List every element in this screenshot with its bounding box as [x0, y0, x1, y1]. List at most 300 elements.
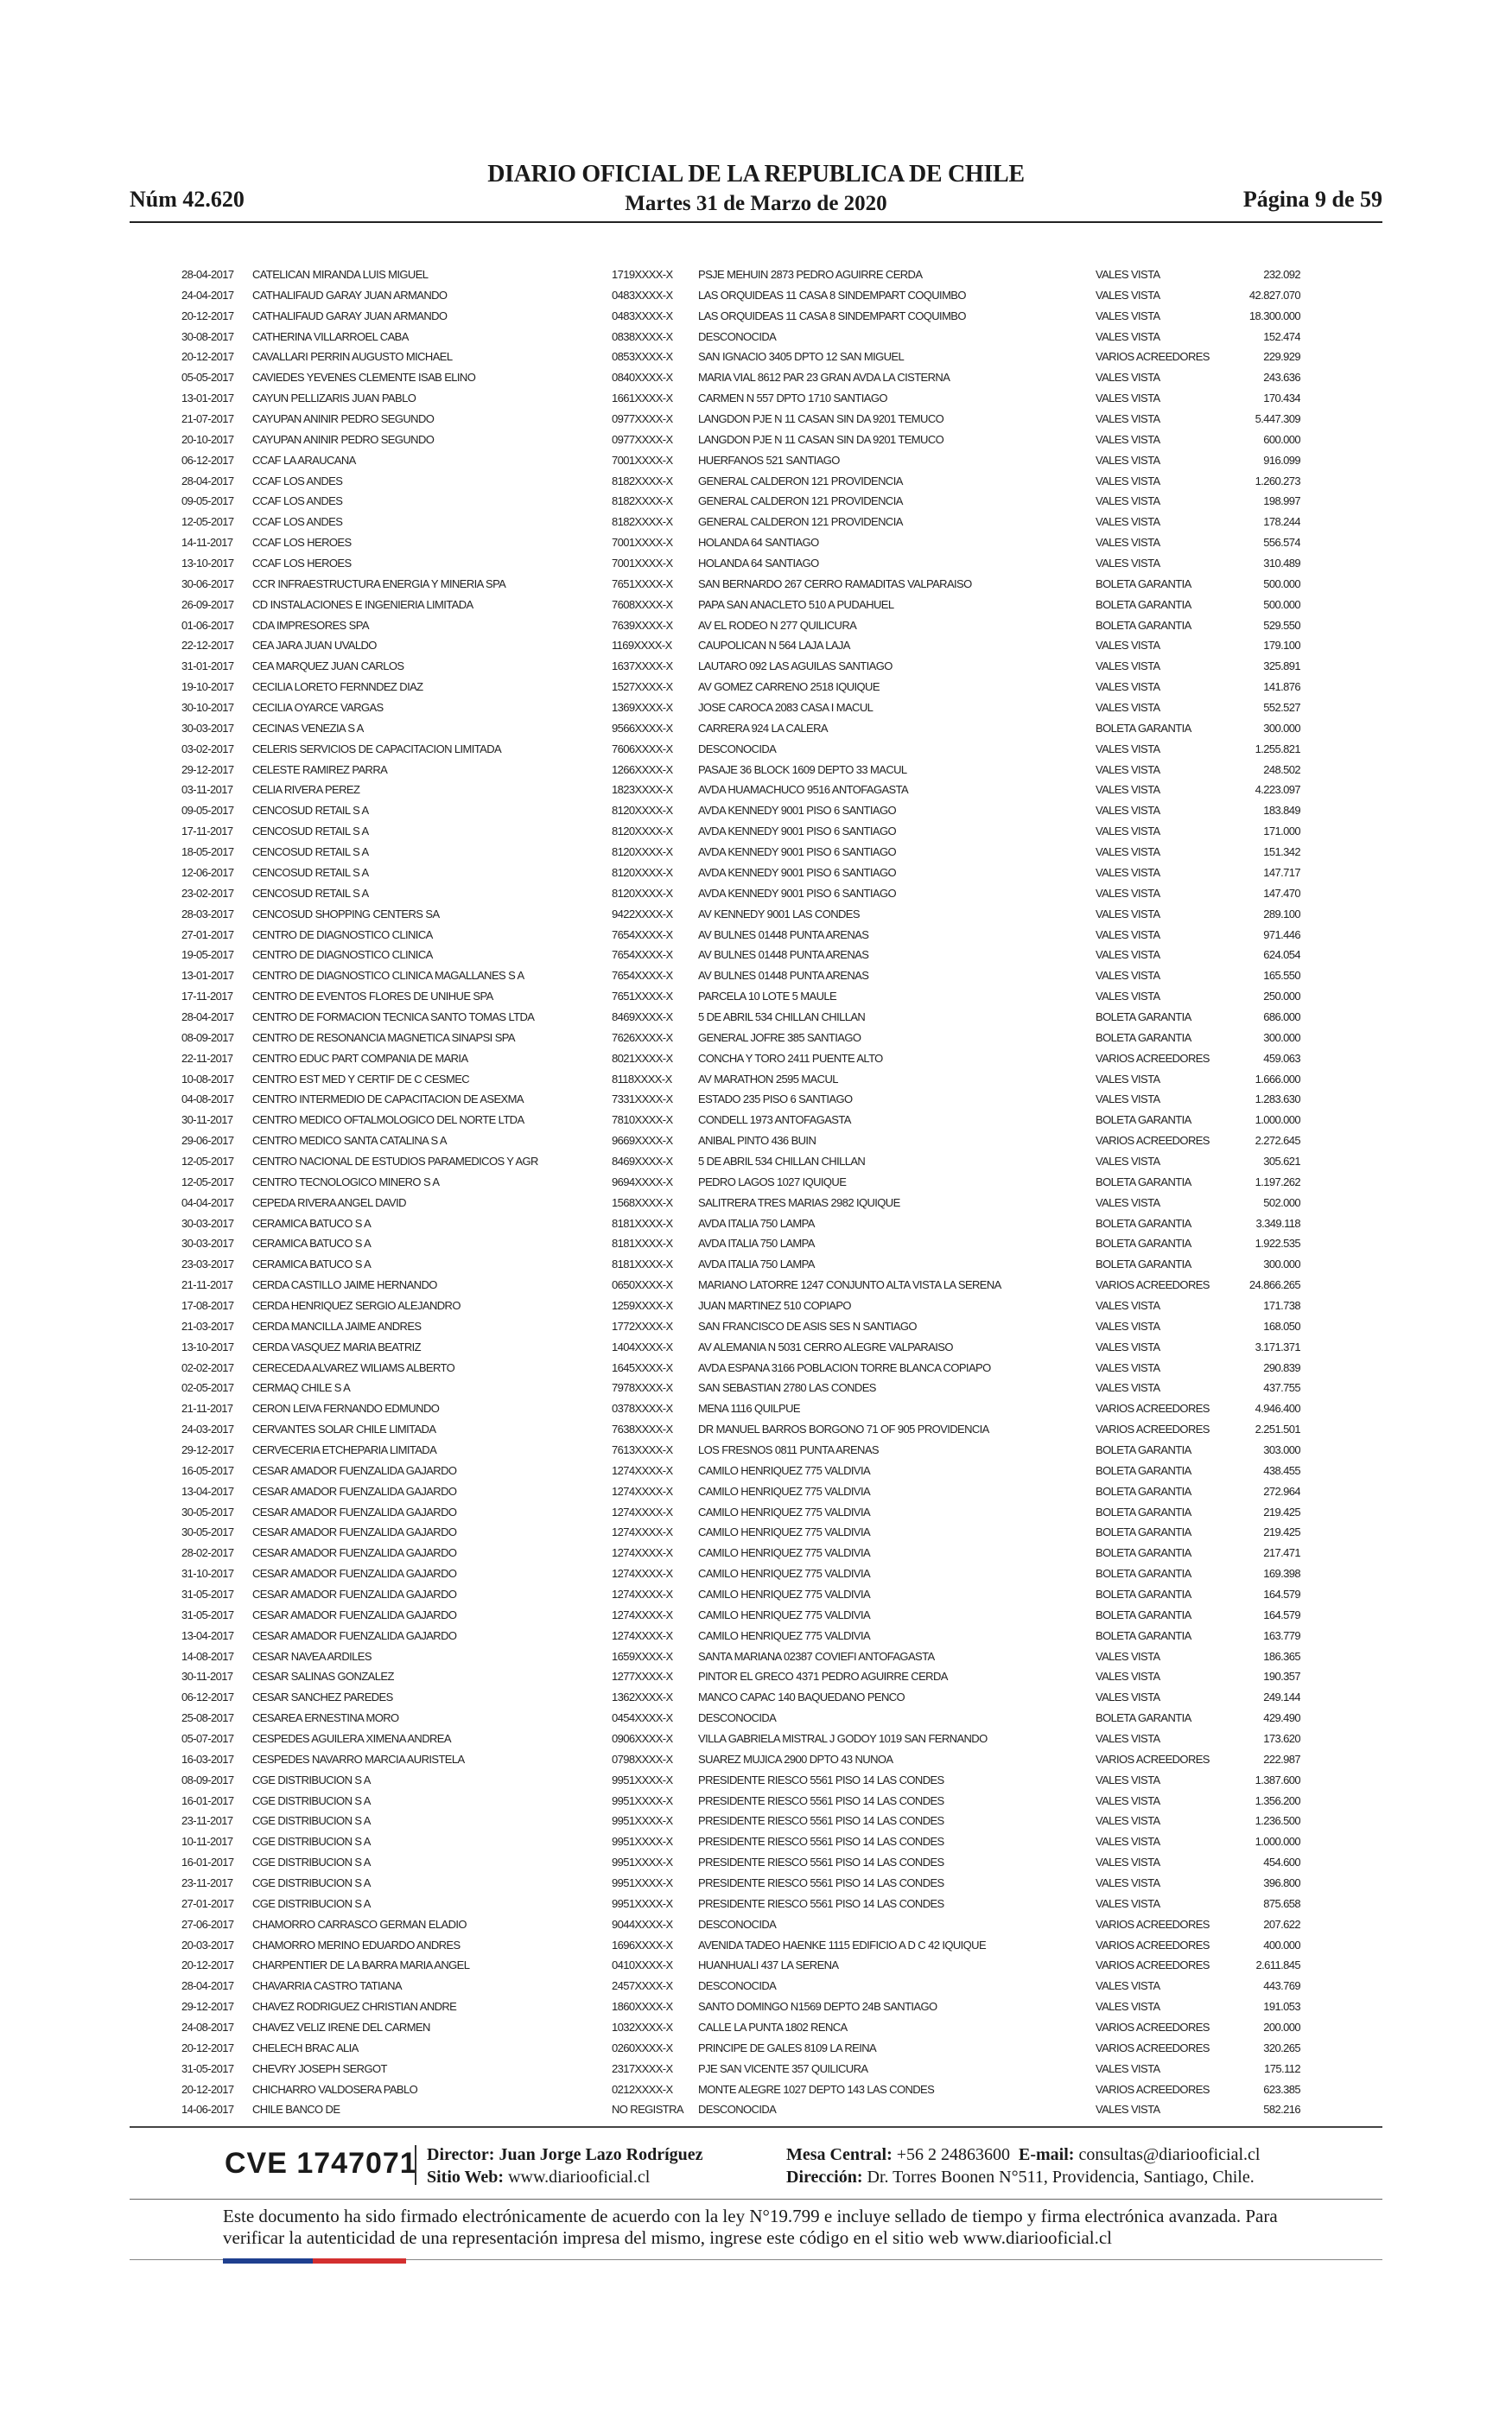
row-name: CENTRO MEDICO SANTA CATALINA S A	[252, 1134, 447, 1148]
row-amount: 183.849	[1263, 804, 1300, 818]
row-name: CATELICAN MIRANDA LUIS MIGUEL	[252, 268, 429, 281]
row-type: BOLETA GARANTIA	[1096, 721, 1191, 735]
row-rut: 1823XXXX-X	[612, 783, 673, 797]
row-address: PRESIDENTE RIESCO 5561 PISO 14 LAS CONDES	[698, 1814, 944, 1828]
row-amount: 325.891	[1263, 659, 1300, 673]
row-type: VARIOS ACREEDORES	[1096, 1134, 1210, 1148]
table-row	[181, 1708, 1300, 1729]
row-date: 16-05-2017	[181, 1463, 234, 1477]
row-date: 14-06-2017	[181, 2103, 234, 2117]
row-type: BOLETA GARANTIA	[1096, 1030, 1191, 1044]
row-name: CESAR AMADOR FUENZALIDA GAJARDO	[252, 1546, 457, 1560]
row-type: VALES VISTA	[1096, 1195, 1160, 1209]
row-amount: 198.997	[1263, 494, 1300, 508]
email-link[interactable]: consultas@diariooficial.cl	[1078, 2145, 1261, 2164]
row-rut: NO REGISTRA	[612, 2103, 683, 2117]
row-name: CENTRO INTERMEDIO DE CAPACITACION DE ASEXMA	[252, 1092, 524, 1106]
row-address: PRINCIPE DE GALES 8109 LA REINA	[698, 2041, 877, 2054]
row-amount: 229.929	[1263, 350, 1300, 364]
row-type: VALES VISTA	[1096, 701, 1160, 715]
row-rut: 1637XXXX-X	[612, 659, 673, 673]
table-row	[181, 512, 1300, 532]
row-name: CENCOSUD RETAIL S A	[252, 865, 369, 879]
table-row	[181, 1461, 1300, 1481]
row-date: 01-06-2017	[181, 618, 234, 632]
row-amount: 1.666.000	[1255, 1072, 1300, 1086]
row-type: VALES VISTA	[1096, 474, 1160, 487]
row-type: VALES VISTA	[1096, 1814, 1160, 1828]
row-amount: 190.357	[1263, 1670, 1300, 1684]
row-name: CESPEDES AGUILERA XIMENA ANDREA	[252, 1732, 451, 1746]
table-row	[181, 780, 1300, 800]
row-name: CENCOSUD SHOPPING CENTERS SA	[252, 907, 440, 920]
table-row	[181, 1811, 1300, 1831]
row-type: BOLETA GARANTIA	[1096, 1484, 1191, 1498]
row-date: 12-05-2017	[181, 1154, 234, 1168]
row-type: VALES VISTA	[1096, 1876, 1160, 1890]
row-date: 27-06-2017	[181, 1917, 234, 1931]
table-row	[181, 430, 1300, 450]
row-date: 29-12-2017	[181, 1442, 234, 1456]
row-name: CATHALIFAUD GARAY JUAN ARMANDO	[252, 309, 448, 322]
row-rut: 8120XXXX-X	[612, 865, 673, 879]
row-amount: 168.050	[1263, 1319, 1300, 1333]
row-date: 17-08-2017	[181, 1298, 234, 1312]
row-type: BOLETA GARANTIA	[1096, 576, 1191, 590]
row-date: 21-11-2017	[181, 1278, 233, 1292]
row-address: PEDRO LAGOS 1027 IQUIQUE	[698, 1175, 847, 1188]
row-name: CENCOSUD RETAIL S A	[252, 825, 369, 838]
row-address: SANTA MARIANA 02387 COVIEFI ANTOFAGASTA	[698, 1649, 935, 1663]
row-date: 20-10-2017	[181, 432, 234, 446]
header-divider	[130, 221, 1382, 223]
row-date: 05-05-2017	[181, 371, 234, 385]
row-name: CERECEDA ALVAREZ WILIAMS ALBERTO	[252, 1360, 455, 1374]
row-rut: 0454XXXX-X	[612, 1711, 673, 1725]
table-row	[181, 842, 1300, 863]
row-type: BOLETA GARANTIA	[1096, 1258, 1191, 1271]
row-date: 28-02-2017	[181, 1546, 234, 1560]
row-type: BOLETA GARANTIA	[1096, 1608, 1191, 1621]
director-name: Juan Jorge Lazo Rodríguez	[499, 2145, 703, 2164]
row-amount: 1.000.000	[1255, 1835, 1300, 1849]
row-address: MARIANO LATORRE 1247 CONJUNTO ALTA VISTA LA SERENA	[698, 1278, 1001, 1292]
row-amount: 179.100	[1263, 639, 1300, 653]
row-type: VARIOS ACREEDORES	[1096, 1958, 1210, 1972]
publication-title: DIARIO OFICIAL DE LA REPUBLICA DE CHILE	[487, 161, 1025, 188]
row-type: VALES VISTA	[1096, 969, 1160, 983]
row-address: ANIBAL PINTO 436 BUIN	[698, 1134, 816, 1148]
row-name: CGE DISTRIBUCION S A	[252, 1896, 371, 1910]
row-name: CAVIEDES YEVENES CLEMENTE ISAB ELINO	[252, 371, 476, 385]
table-row	[181, 904, 1300, 925]
row-date: 22-11-2017	[181, 1051, 233, 1065]
row-rut: 7651XXXX-X	[612, 576, 673, 590]
row-amount: 164.579	[1263, 1588, 1300, 1601]
row-date: 30-05-2017	[181, 1505, 234, 1519]
row-address: LANGDON PJE N 11 CASAN SIN DA 9201 TEMUCO	[698, 432, 944, 446]
row-address: GENERAL CALDERON 121 PROVIDENCIA	[698, 494, 903, 508]
row-date: 13-01-2017	[181, 392, 234, 405]
row-amount: 1.197.262	[1255, 1175, 1300, 1188]
row-address: HOLANDA 64 SANTIAGO	[698, 536, 819, 550]
row-address: AVDA ITALIA 750 LAMPA	[698, 1216, 815, 1230]
row-rut: 1266XXXX-X	[612, 762, 673, 776]
row-amount: 165.550	[1263, 969, 1300, 983]
table-row	[181, 800, 1300, 821]
row-rut: 8120XXXX-X	[612, 804, 673, 818]
mesa-phone: +56 2 24863600	[896, 2145, 1011, 2164]
row-type: VALES VISTA	[1096, 742, 1160, 755]
row-date: 31-05-2017	[181, 1608, 234, 1621]
row-amount: 1.922.535	[1255, 1237, 1300, 1251]
table-row	[181, 1337, 1300, 1358]
row-amount: 243.636	[1263, 371, 1300, 385]
table-row	[181, 1935, 1300, 1956]
legal-notice: Este documento ha sido firmado electrónicamente de acuerdo con la ley N°19.799 e incluye sellado de tiempo y firma electrónica avanzada. Para verificar la autenticidad de una representación impresa del mismo, ingrese este código en el sitio web www.diariooficial.cl	[223, 2206, 1278, 2248]
table-row	[181, 1852, 1300, 1873]
row-date: 31-05-2017	[181, 2061, 234, 2075]
row-rut: 1274XXXX-X	[612, 1484, 673, 1498]
row-rut: 0378XXXX-X	[612, 1402, 673, 1416]
row-name: CERMAQ CHILE S A	[252, 1381, 351, 1395]
row-date: 20-12-2017	[181, 2082, 234, 2096]
row-rut: 1362XXXX-X	[612, 1691, 673, 1704]
table-row	[181, 965, 1300, 986]
row-address: PASAJE 36 BLOCK 1609 DEPTO 33 MACUL	[698, 762, 907, 776]
row-amount: 24.866.265	[1248, 1278, 1300, 1292]
row-date: 30-03-2017	[181, 721, 234, 735]
row-rut: 7654XXXX-X	[612, 948, 673, 962]
table-row	[181, 347, 1300, 367]
table-row	[181, 615, 1300, 636]
row-address: JUAN MARTINEZ 510 COPIAPO	[698, 1298, 851, 1312]
row-type: VARIOS ACREEDORES	[1096, 350, 1210, 364]
row-address: CAMILO HENRIQUEZ 775 VALDIVIA	[698, 1588, 871, 1601]
row-name: CHAVEZ RODRIGUEZ CHRISTIAN ANDRE	[252, 2000, 457, 2014]
records-table	[181, 264, 1300, 2120]
table-row	[181, 2099, 1300, 2120]
table-row	[181, 1358, 1300, 1379]
row-type: VALES VISTA	[1096, 1298, 1160, 1312]
table-row	[181, 2059, 1300, 2079]
row-amount: 219.425	[1263, 1505, 1300, 1519]
row-address: HOLANDA 64 SANTIAGO	[698, 557, 819, 570]
row-address: LAS ORQUIDEAS 11 CASA 8 SINDEMPART COQUIMBO	[698, 288, 966, 302]
table-row	[181, 264, 1300, 285]
table-row	[181, 1605, 1300, 1626]
row-name: CELERIS SERVICIOS DE CAPACITACION LIMITADA	[252, 742, 502, 755]
footer-divider-top	[130, 2126, 1382, 2128]
row-rut: 1274XXXX-X	[612, 1463, 673, 1477]
row-amount: 500.000	[1263, 576, 1300, 590]
row-address: PARCELA 10 LOTE 5 MAULE	[698, 990, 837, 1003]
row-address: 5 DE ABRIL 534 CHILLAN CHILLAN	[698, 1154, 866, 1168]
row-name: CENTRO EST MED Y CERTIF DE C CESMEC	[252, 1072, 470, 1086]
row-date: 03-11-2017	[181, 783, 233, 797]
flag-bar-blue	[223, 2258, 313, 2264]
row-rut: 0798XXXX-X	[612, 1752, 673, 1766]
row-rut: 1274XXXX-X	[612, 1525, 673, 1539]
row-name: CESAR SANCHEZ PAREDES	[252, 1691, 393, 1704]
row-type: VALES VISTA	[1096, 845, 1160, 859]
row-name: CCAF LOS HEROES	[252, 557, 352, 570]
row-date: 28-04-2017	[181, 1979, 234, 1993]
row-type: VALES VISTA	[1096, 515, 1160, 529]
row-name: CHAMORRO CARRASCO GERMAN ELADIO	[252, 1917, 467, 1931]
row-address: DR MANUEL BARROS BORGONO 71 OF 905 PROVIDENCIA	[698, 1423, 989, 1436]
web-label: Sitio Web:	[427, 2168, 505, 2187]
table-row	[181, 1996, 1300, 2017]
row-rut: 9694XXXX-X	[612, 1175, 673, 1188]
row-amount: 2.272.645	[1255, 1134, 1300, 1148]
row-name: CCAF LOS ANDES	[252, 515, 343, 529]
table-row	[181, 553, 1300, 574]
table-row	[181, 1770, 1300, 1791]
row-type: VALES VISTA	[1096, 1691, 1160, 1704]
row-date: 08-09-2017	[181, 1773, 234, 1786]
row-amount: 396.800	[1263, 1876, 1300, 1890]
row-name: CENTRO EDUC PART COMPANIA DE MARIA	[252, 1051, 468, 1065]
row-address: CAUPOLICAN N 564 LAJA LAJA	[698, 639, 850, 653]
row-date: 30-08-2017	[181, 329, 234, 343]
row-date: 17-11-2017	[181, 825, 233, 838]
row-amount: 170.434	[1263, 392, 1300, 405]
row-address: PJE SAN VICENTE 357 QUILICURA	[698, 2061, 868, 2075]
row-address: CAMILO HENRIQUEZ 775 VALDIVIA	[698, 1484, 871, 1498]
row-address: HUERFANOS 521 SANTIAGO	[698, 453, 840, 467]
row-rut: 0977XXXX-X	[612, 432, 673, 446]
table-row	[181, 1296, 1300, 1316]
row-rut: 1404XXXX-X	[612, 1340, 673, 1353]
row-name: CENCOSUD RETAIL S A	[252, 804, 369, 818]
row-rut: 1661XXXX-X	[612, 392, 673, 405]
row-type: VALES VISTA	[1096, 309, 1160, 322]
row-date: 16-01-2017	[181, 1793, 234, 1807]
table-row	[181, 1316, 1300, 1337]
flag-bar-red	[313, 2258, 406, 2264]
row-address: CAMILO HENRIQUEZ 775 VALDIVIA	[698, 1463, 871, 1477]
row-type: BOLETA GARANTIA	[1096, 1628, 1191, 1642]
table-row	[181, 1193, 1300, 1213]
row-address: CALLE LA PUNTA 1802 RENCA	[698, 2021, 848, 2035]
row-name: CGE DISTRIBUCION S A	[252, 1835, 371, 1849]
row-rut: 8182XXXX-X	[612, 515, 673, 529]
row-type: VARIOS ACREEDORES	[1096, 2021, 1210, 2035]
row-name: CATHALIFAUD GARAY JUAN ARMANDO	[252, 288, 448, 302]
row-type: VALES VISTA	[1096, 2000, 1160, 2014]
row-address: SAN FRANCISCO DE ASIS SES N SANTIAGO	[698, 1319, 917, 1333]
row-name: CHELECH BRAC ALIA	[252, 2041, 359, 2054]
table-row	[181, 409, 1300, 430]
table-row	[181, 697, 1300, 718]
row-address: MANCO CAPAC 140 BAQUEDANO PENCO	[698, 1691, 905, 1704]
row-rut: 0650XXXX-X	[612, 1278, 673, 1292]
row-name: CECINAS VENEZIA S A	[252, 721, 364, 735]
row-type: BOLETA GARANTIA	[1096, 1505, 1191, 1519]
row-amount: 303.000	[1263, 1442, 1300, 1456]
row-address: AV GOMEZ CARRENO 2518 IQUIQUE	[698, 680, 880, 694]
table-row	[181, 471, 1300, 492]
row-amount: 4.223.097	[1255, 783, 1300, 797]
table-row	[181, 1976, 1300, 1996]
row-date: 13-01-2017	[181, 969, 234, 983]
row-amount: 971.446	[1263, 927, 1300, 941]
row-date: 28-04-2017	[181, 1009, 234, 1023]
table-row	[181, 1007, 1300, 1028]
row-amount: 200.000	[1263, 2021, 1300, 2035]
row-amount: 3.349.118	[1255, 1216, 1300, 1230]
row-name: CENCOSUD RETAIL S A	[252, 886, 369, 900]
table-row	[181, 1646, 1300, 1667]
row-type: VALES VISTA	[1096, 990, 1160, 1003]
row-rut: 1659XXXX-X	[612, 1649, 673, 1663]
row-name: CELESTE RAMIREZ PARRA	[252, 762, 388, 776]
row-date: 03-02-2017	[181, 742, 234, 755]
row-date: 06-12-2017	[181, 453, 234, 467]
row-amount: 1.000.000	[1255, 1113, 1300, 1127]
row-name: CESAREA ERNESTINA MORO	[252, 1711, 399, 1725]
row-name: CERDA VASQUEZ MARIA BEATRIZ	[252, 1340, 421, 1353]
row-address: AV ALEMANIA N 5031 CERRO ALEGRE VALPARAISO	[698, 1340, 953, 1353]
row-type: VALES VISTA	[1096, 639, 1160, 653]
web-link[interactable]: www.diariooficial.cl	[508, 2168, 651, 2187]
row-amount: 582.216	[1263, 2103, 1300, 2117]
row-type: VARIOS ACREEDORES	[1096, 2082, 1210, 2096]
row-rut: 1645XXXX-X	[612, 1360, 673, 1374]
row-date: 12-05-2017	[181, 1175, 234, 1188]
row-date: 21-07-2017	[181, 412, 234, 426]
row-name: CAVALLARI PERRIN AUGUSTO MICHAEL	[252, 350, 453, 364]
table-row	[181, 450, 1300, 471]
table-row	[181, 1522, 1300, 1543]
row-amount: 529.550	[1263, 618, 1300, 632]
row-date: 09-05-2017	[181, 494, 234, 508]
table-row	[181, 1213, 1300, 1234]
row-amount: 300.000	[1263, 721, 1300, 735]
row-type: BOLETA GARANTIA	[1096, 1216, 1191, 1230]
row-rut: 7654XXXX-X	[612, 927, 673, 941]
row-amount: 42.827.070	[1248, 288, 1300, 302]
director-block	[427, 2143, 703, 2188]
table-row	[181, 1151, 1300, 1172]
row-amount: 151.342	[1263, 845, 1300, 859]
table-row	[181, 925, 1300, 946]
row-address: GENERAL CALDERON 121 PROVIDENCIA	[698, 474, 903, 487]
row-amount: 3.171.371	[1255, 1340, 1300, 1353]
row-amount: 2.251.501	[1255, 1423, 1300, 1436]
row-date: 08-09-2017	[181, 1030, 234, 1044]
row-rut: 0977XXXX-X	[612, 412, 673, 426]
row-date: 21-03-2017	[181, 1319, 234, 1333]
row-amount: 300.000	[1263, 1030, 1300, 1044]
row-name: CEA JARA JUAN UVALDO	[252, 639, 377, 653]
row-date: 31-10-2017	[181, 1567, 234, 1581]
row-name: CEPEDA RIVERA ANGEL DAVID	[252, 1195, 406, 1209]
row-rut: 1568XXXX-X	[612, 1195, 673, 1209]
row-type: BOLETA GARANTIA	[1096, 1113, 1191, 1127]
row-amount: 217.471	[1263, 1546, 1300, 1560]
row-amount: 686.000	[1263, 1009, 1300, 1023]
row-rut: 7654XXXX-X	[612, 969, 673, 983]
row-date: 19-10-2017	[181, 680, 234, 694]
row-address: AV EL RODEO N 277 QUILICURA	[698, 618, 857, 632]
row-amount: 429.490	[1263, 1711, 1300, 1725]
row-address: MONTE ALEGRE 1027 DEPTO 143 LAS CONDES	[698, 2082, 935, 2096]
row-name: CGE DISTRIBUCION S A	[252, 1856, 371, 1869]
row-date: 30-03-2017	[181, 1216, 234, 1230]
row-type: VALES VISTA	[1096, 1381, 1160, 1395]
row-type: VARIOS ACREEDORES	[1096, 1752, 1210, 1766]
row-rut: 9044XXXX-X	[612, 1917, 673, 1931]
table-row	[181, 285, 1300, 306]
row-type: VALES VISTA	[1096, 536, 1160, 550]
row-amount: 623.385	[1263, 2082, 1300, 2096]
table-row	[181, 1233, 1300, 1254]
row-date: 13-10-2017	[181, 1340, 234, 1353]
page-indicator: Página 9 de 59	[1242, 187, 1382, 212]
row-rut: 8182XXXX-X	[612, 474, 673, 487]
row-date: 23-02-2017	[181, 886, 234, 900]
row-rut: 7001XXXX-X	[612, 557, 673, 570]
row-name: CCAF LOS HEROES	[252, 536, 352, 550]
row-type: VALES VISTA	[1096, 1732, 1160, 1746]
row-date: 29-12-2017	[181, 762, 234, 776]
row-date: 26-09-2017	[181, 597, 234, 611]
mesa-label: Mesa Central:	[786, 2145, 893, 2164]
row-date: 30-05-2017	[181, 1525, 234, 1539]
row-address: CARRERA 924 LA CALERA	[698, 721, 828, 735]
row-rut: 1277XXXX-X	[612, 1670, 673, 1684]
row-date: 23-11-2017	[181, 1814, 233, 1828]
row-amount: 173.620	[1263, 1732, 1300, 1746]
table-row	[181, 1791, 1300, 1812]
row-amount: 147.717	[1263, 865, 1300, 879]
row-amount: 191.053	[1263, 2000, 1300, 2014]
row-date: 04-04-2017	[181, 1195, 234, 1209]
row-amount: 1.236.500	[1255, 1814, 1300, 1828]
row-address: SANTO DOMINGO N1569 DEPTO 24B SANTIAGO	[698, 2000, 937, 2014]
row-amount: 320.265	[1263, 2041, 1300, 2054]
row-rut: 7978XXXX-X	[612, 1381, 673, 1395]
row-rut: 8182XXXX-X	[612, 494, 673, 508]
row-rut: 1719XXXX-X	[612, 268, 673, 281]
row-rut: 1169XXXX-X	[612, 639, 672, 653]
address-value: Dr. Torres Boonen N°511, Providencia, Santiago, Chile.	[867, 2168, 1255, 2187]
row-type: BOLETA GARANTIA	[1096, 1525, 1191, 1539]
row-address: GENERAL CALDERON 121 PROVIDENCIA	[698, 515, 903, 529]
table-row	[181, 1089, 1300, 1110]
row-amount: 178.244	[1263, 515, 1300, 529]
row-rut: 9951XXXX-X	[612, 1876, 673, 1890]
row-date: 20-03-2017	[181, 1938, 234, 1952]
table-row	[181, 1378, 1300, 1398]
row-address: AV BULNES 01448 PUNTA ARENAS	[698, 927, 869, 941]
row-rut: 9951XXXX-X	[612, 1814, 673, 1828]
row-rut: 7608XXXX-X	[612, 597, 673, 611]
row-address: CAMILO HENRIQUEZ 775 VALDIVIA	[698, 1608, 871, 1621]
row-amount: 147.470	[1263, 886, 1300, 900]
row-amount: 552.527	[1263, 701, 1300, 715]
row-name: CCAF LA ARAUCANA	[252, 453, 356, 467]
row-name: CESPEDES NAVARRO MARCIA AURISTELA	[252, 1752, 465, 1766]
row-amount: 1.260.273	[1255, 474, 1300, 487]
row-type: BOLETA GARANTIA	[1096, 1711, 1191, 1725]
table-row	[181, 306, 1300, 327]
row-rut: 7651XXXX-X	[612, 990, 673, 1003]
row-rut: 9951XXXX-X	[612, 1793, 673, 1807]
row-type: VALES VISTA	[1096, 392, 1160, 405]
